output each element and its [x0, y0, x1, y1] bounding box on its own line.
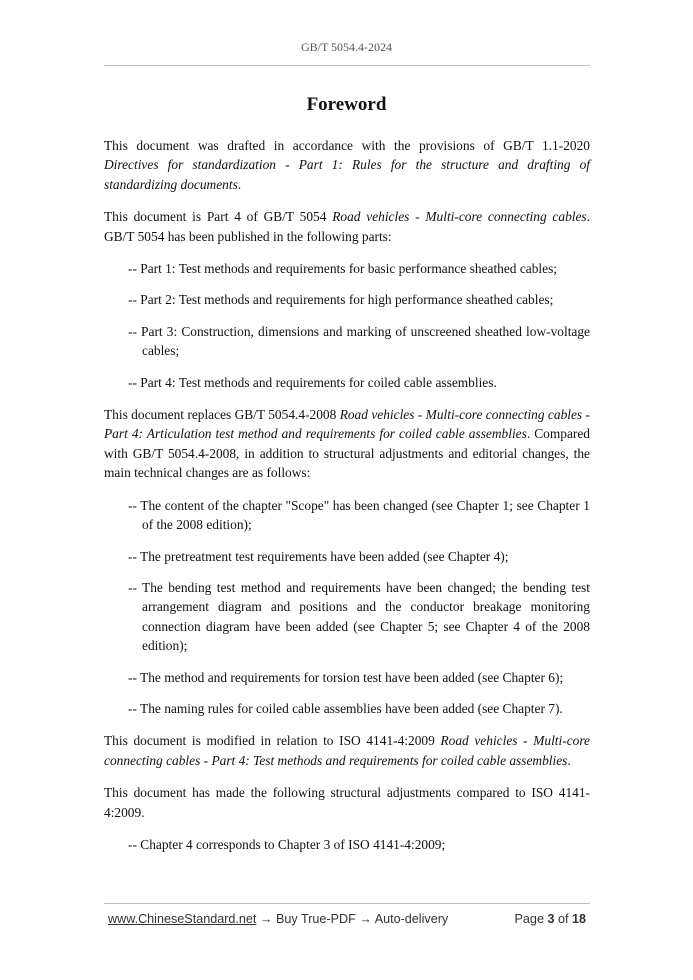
- list-item-change: -- The method and requirements for torsion test have been added (see Chapter 6);: [128, 669, 564, 685]
- footer-divider: [104, 903, 590, 904]
- page-number: 3: [547, 912, 555, 926]
- footer-promo: [108, 912, 448, 926]
- paragraph-part-info: [104, 207, 590, 246]
- cited-title: Road vehicles - Multi-core connecting cables - Part 4: Articulation test method and requirements for coiled cable assemblies: [104, 407, 590, 442]
- page-title: Foreword: [306, 94, 387, 115]
- cited-title: Directives for standardization - Part 1: Rules for the structure and drafting of standardizing documents: [104, 157, 590, 192]
- page-total: 18: [571, 912, 586, 926]
- text: .: [237, 176, 242, 192]
- paragraph-iso-relation: [104, 731, 590, 770]
- list-item-part: -- Part 3: Construction, dimensions and marking of unscreened sheathed low-voltage cables;: [128, 323, 590, 359]
- arrow-right-icon: →: [355, 912, 375, 926]
- auto-delivery-text: Auto-delivery: [374, 912, 449, 926]
- site-link[interactable]: www.ChineseStandard.net: [108, 912, 257, 926]
- buy-pdf-text: Buy True-PDF: [276, 912, 356, 926]
- list-item-change: -- The bending test method and requirements have been changed; the bending test arrangement diagram and positions and the conductor breakage monitoring connection diagram have been added (see Chapter 5; see Chapter 4 of the 2008 edition);: [128, 579, 590, 654]
- list-item-part: -- Part 2: Test methods and requirements for high performance sheathed cables;: [128, 292, 554, 308]
- paragraph-structural-adjustments: This document has made the following structural adjustments compared to ISO 4141-4:2009.: [104, 785, 590, 820]
- text: This document is modified in relation to ISO 4141-4:2009: [104, 733, 441, 749]
- paragraph-drafting-basis: [104, 136, 590, 194]
- header-divider: [104, 65, 590, 66]
- list-item-change: -- The pretreatment test requirements have been added (see Chapter 4);: [128, 548, 509, 564]
- cited-title: Road vehicles - Multi-core connecting cables: [332, 209, 587, 225]
- of-label: of: [554, 912, 572, 926]
- text: . GB/T 5054 has been published in the following parts:: [104, 209, 590, 244]
- list-item-change: -- The naming rules for coiled cable assemblies have been added (see Chapter 7).: [128, 700, 563, 716]
- list-item-adjustment: -- Chapter 4 corresponds to Chapter 3 of ISO 4141-4:2009;: [128, 836, 446, 852]
- document-body: [104, 136, 590, 867]
- text: . Compared with GB/T 5054.4-2008, in addition to structural adjustments and editorial changes, the main technical changes are as follows:: [104, 426, 590, 481]
- paragraph-replacement: [104, 405, 590, 483]
- page-indicator: [515, 912, 586, 926]
- running-header: GB/T 5054.4-2024: [300, 40, 393, 54]
- text: .: [567, 752, 571, 768]
- text: This document replaces GB/T 5054.4-2008: [104, 407, 340, 423]
- text: This document is Part 4 of GB/T 5054: [104, 209, 333, 225]
- list-item-part: -- Part 1: Test methods and requirements for basic performance sheathed cables;: [128, 261, 558, 277]
- page-label: Page: [514, 912, 548, 926]
- list-item-part: -- Part 4: Test methods and requirements for coiled cable assemblies.: [128, 374, 497, 390]
- list-item-change: -- The content of the chapter "Scope" has been changed (see Chapter 1; see Chapter 1 of the 2008 edition);: [128, 497, 590, 533]
- page-footer: [104, 912, 590, 932]
- arrow-right-icon: →: [256, 912, 277, 926]
- text: This document was drafted in accordance with the provisions of GB/T 1.1-2020: [104, 138, 590, 153]
- cited-title: Road vehicles - Multi-core connecting cables - Part 4: Test methods and requirements for coiled cable assemblies: [104, 733, 591, 768]
